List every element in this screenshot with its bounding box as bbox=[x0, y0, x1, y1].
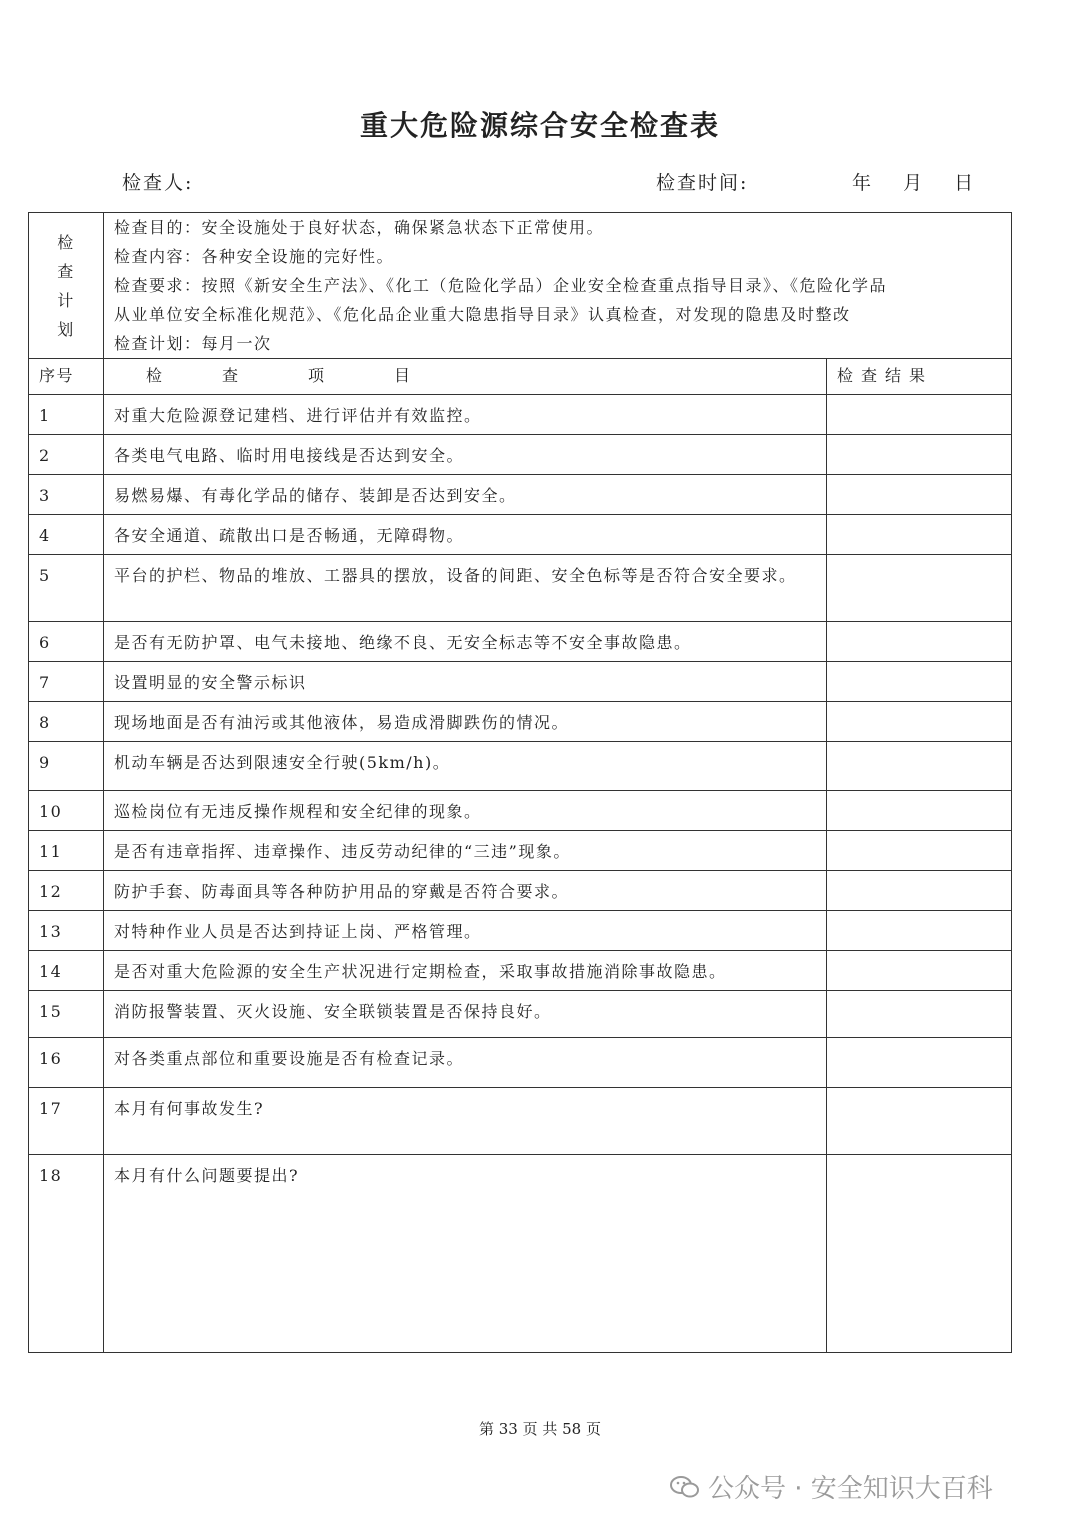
table-row bbox=[29, 515, 1012, 555]
row-number: 15 bbox=[29, 991, 104, 1038]
table-row bbox=[29, 435, 1012, 475]
row-result-cell[interactable] bbox=[827, 515, 1012, 555]
row-item: 平台的护栏、物品的堆放、工器具的摆放，设备的间距、安全色标等是否符合安全要求。 bbox=[104, 555, 827, 622]
row-number: 18 bbox=[29, 1155, 104, 1353]
plan-purpose: 检查目的：安全设施处于良好状态，确保紧急状态下正常使用。 bbox=[114, 218, 605, 237]
table-row bbox=[29, 622, 1012, 662]
row-number: 17 bbox=[29, 1088, 104, 1155]
table-row bbox=[29, 702, 1012, 742]
row-number: 6 bbox=[29, 622, 104, 662]
plan-content: 检查内容：各种安全设施的完好性。 bbox=[114, 247, 395, 266]
row-number: 14 bbox=[29, 951, 104, 991]
table-row bbox=[29, 742, 1012, 791]
watermark-text: 公众号 · 安全知识大百科 bbox=[708, 1474, 993, 1504]
table-row bbox=[29, 831, 1012, 871]
table-row bbox=[29, 1038, 1012, 1088]
table-row bbox=[29, 951, 1012, 991]
table-row bbox=[29, 911, 1012, 951]
row-item: 现场地面是否有油污或其他液体，易造成滑脚跌伤的情况。 bbox=[104, 702, 827, 742]
row-item: 设置明显的安全警示标识 bbox=[104, 662, 827, 702]
document-title: 重大危险源综合安全检查表 bbox=[359, 109, 720, 142]
table-row bbox=[29, 395, 1012, 435]
row-item: 消防报警装置、灭火设施、安全联锁装置是否保持良好。 bbox=[104, 991, 827, 1038]
wechat-icon bbox=[670, 1475, 700, 1499]
row-number: 11 bbox=[29, 831, 104, 871]
plan-row bbox=[29, 213, 1012, 359]
table-row bbox=[29, 555, 1012, 622]
row-item: 对重大危险源登记建档、进行评估并有效监控。 bbox=[104, 395, 827, 435]
row-number: 9 bbox=[29, 742, 104, 791]
items-body bbox=[29, 395, 1012, 1353]
row-item: 机动车辆是否达到限速安全行驶(5km/h)。 bbox=[104, 742, 827, 791]
header-no: 序号 bbox=[29, 359, 104, 395]
row-result-cell[interactable] bbox=[827, 951, 1012, 991]
row-result-cell[interactable] bbox=[827, 791, 1012, 831]
plan-label: 检 查 计 划 bbox=[29, 213, 104, 359]
row-item: 防护手套、防毒面具等各种防护用品的穿戴是否符合要求。 bbox=[104, 871, 827, 911]
row-result-cell[interactable] bbox=[827, 742, 1012, 791]
row-result-cell[interactable] bbox=[827, 831, 1012, 871]
row-item: 对各类重点部位和重要设施是否有检查记录。 bbox=[104, 1038, 827, 1088]
table-row bbox=[29, 1088, 1012, 1155]
inspector-label: 检查人: bbox=[122, 172, 194, 194]
row-number: 12 bbox=[29, 871, 104, 911]
table-row bbox=[29, 1155, 1012, 1353]
year-label: 年 bbox=[852, 172, 872, 194]
table-row bbox=[29, 991, 1012, 1038]
row-number: 2 bbox=[29, 435, 104, 475]
date-fields bbox=[852, 168, 999, 195]
row-item: 易燃易爆、有毒化学品的储存、装卸是否达到安全。 bbox=[104, 475, 827, 515]
row-result-cell[interactable] bbox=[827, 871, 1012, 911]
row-result-cell[interactable] bbox=[827, 435, 1012, 475]
row-number: 1 bbox=[29, 395, 104, 435]
row-result-cell[interactable] bbox=[827, 475, 1012, 515]
row-item: 是否对重大危险源的安全生产状况进行定期检查，采取事故措施消除事故隐患。 bbox=[104, 951, 827, 991]
row-item: 是否有违章指挥、违章操作、违反劳动纪律的“三违”现象。 bbox=[104, 831, 827, 871]
plan-requirement: 检查要求：按照《新安全生产法》、《化工（危险化学品）企业安全检查重点指导目录》、《危险化学品 bbox=[114, 276, 888, 295]
row-result-cell[interactable] bbox=[827, 395, 1012, 435]
header-result: 检查结果 bbox=[827, 359, 1012, 395]
plan-schedule: 检查计划：每月一次 bbox=[114, 334, 272, 353]
row-number: 3 bbox=[29, 475, 104, 515]
table-row bbox=[29, 662, 1012, 702]
row-item: 巡检岗位有无违反操作规程和安全纪律的现象。 bbox=[104, 791, 827, 831]
row-result-cell[interactable] bbox=[827, 702, 1012, 742]
row-number: 10 bbox=[29, 791, 104, 831]
header-row bbox=[29, 359, 1012, 395]
plan-description bbox=[104, 213, 1012, 359]
row-item: 本月有什么问题要提出? bbox=[104, 1155, 827, 1353]
table-row bbox=[29, 791, 1012, 831]
row-item: 对特种作业人员是否达到持证上岗、严格管理。 bbox=[104, 911, 827, 951]
row-number: 7 bbox=[29, 662, 104, 702]
row-result-cell[interactable] bbox=[827, 991, 1012, 1038]
row-result-cell[interactable] bbox=[827, 1038, 1012, 1088]
page-footer: 第 33 页 共 58 页 bbox=[478, 1420, 601, 1438]
row-item: 各类电气电路、临时用电接线是否达到安全。 bbox=[104, 435, 827, 475]
plan-requirement-cont: 从业单位安全标准化规范》、《危化品企业重大隐患指导目录》认真检查，对发现的隐患及时整改 bbox=[114, 305, 851, 324]
inspection-table bbox=[28, 212, 1012, 1353]
row-number: 8 bbox=[29, 702, 104, 742]
row-item: 本月有何事故发生? bbox=[104, 1088, 827, 1155]
table-row bbox=[29, 475, 1012, 515]
row-number: 13 bbox=[29, 911, 104, 951]
row-item: 各安全通道、疏散出口是否畅通，无障碍物。 bbox=[104, 515, 827, 555]
month-label: 月 bbox=[903, 172, 923, 194]
row-result-cell[interactable] bbox=[827, 555, 1012, 622]
row-result-cell[interactable] bbox=[827, 1088, 1012, 1155]
row-result-cell[interactable] bbox=[827, 662, 1012, 702]
row-result-cell[interactable] bbox=[827, 911, 1012, 951]
row-result-cell[interactable] bbox=[827, 1155, 1012, 1353]
row-number: 4 bbox=[29, 515, 104, 555]
row-item: 是否有无防护罩、电气未接地、绝缘不良、无安全标志等不安全事故隐患。 bbox=[104, 622, 827, 662]
watermark bbox=[670, 1468, 993, 1505]
day-label: 日 bbox=[954, 172, 974, 194]
inspection-time-label: 检查时间: bbox=[656, 172, 749, 194]
table-row bbox=[29, 871, 1012, 911]
row-result-cell[interactable] bbox=[827, 622, 1012, 662]
row-number: 5 bbox=[29, 555, 104, 622]
row-number: 16 bbox=[29, 1038, 104, 1088]
header-item: 检 查 项 目 bbox=[104, 359, 827, 395]
